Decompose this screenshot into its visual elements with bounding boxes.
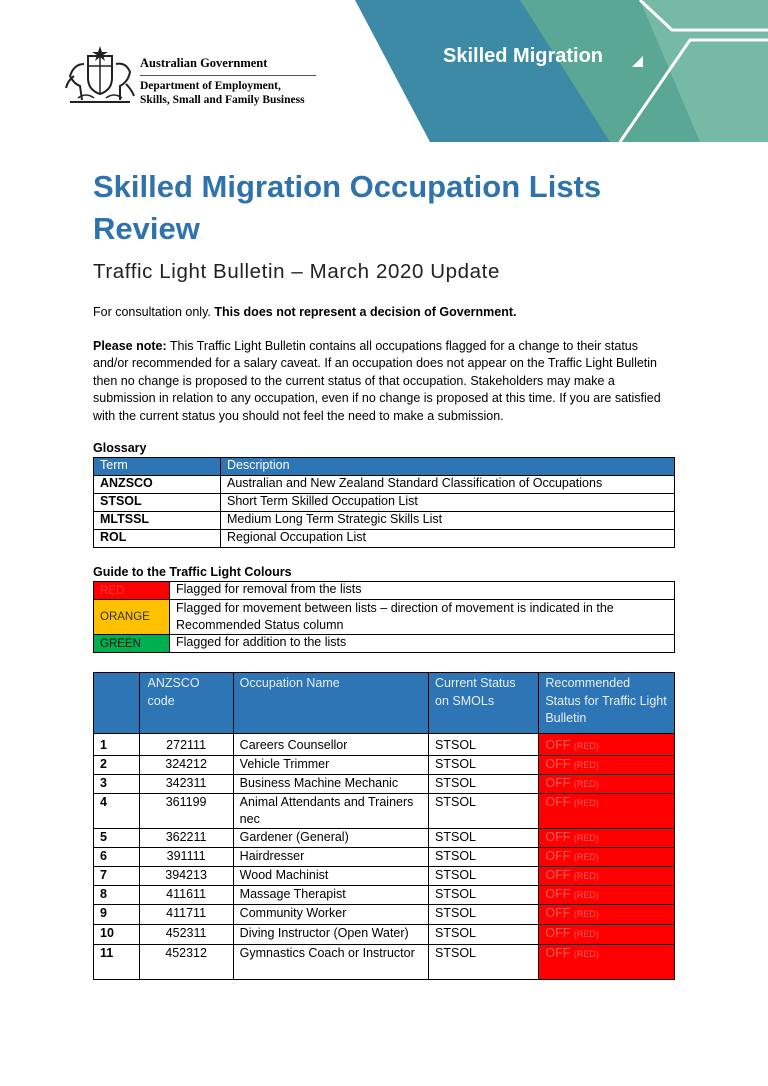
- current-status: STSOL: [429, 925, 539, 945]
- recommended-status: OFF (RED): [539, 756, 675, 775]
- occupations-body: [94, 734, 675, 980]
- occupation-name: Community Worker: [233, 905, 428, 925]
- row-number: 2: [94, 756, 140, 775]
- current-status: STSOL: [429, 775, 539, 794]
- row-number: 3: [94, 775, 140, 794]
- anzsco-code: 394213: [139, 867, 233, 886]
- table-row: [94, 925, 675, 945]
- recommended-status: OFF (RED): [539, 794, 675, 829]
- recommended-status: OFF (RED): [539, 775, 675, 794]
- table-row: [94, 848, 675, 867]
- recommended-status: OFF (RED): [539, 848, 675, 867]
- row-number: 5: [94, 829, 140, 848]
- anzsco-code: 361199: [139, 794, 233, 829]
- current-status: STSOL: [429, 886, 539, 905]
- current-status: STSOL: [429, 756, 539, 775]
- note-paragraph: Please note: This Traffic Light Bulletin contains all occupations flagged for a change to their status and/or recommended for a salary caveat. If an occupation does not appear on the Traffic Light Bulletin then no change is proposed to the current status of that occupation. Stakeholders may make a submission in relation to any occupation, even if no change is proposed at this time. If you are satisfied with the current status you should not feel the need to make a submission.: [93, 339, 661, 423]
- department-name: Department of Employment, Skills, Small and Family Business: [140, 80, 305, 106]
- table-row: [94, 886, 675, 905]
- colour-guide-heading: Guide to the Traffic Light Colours: [93, 565, 292, 579]
- row-number: 1: [94, 734, 140, 756]
- occupation-name: Hairdresser: [233, 848, 428, 867]
- recommended-status: OFF (RED): [539, 905, 675, 925]
- current-status: STSOL: [429, 848, 539, 867]
- column-header: ANZSCO code: [139, 673, 233, 734]
- table-row: [94, 756, 675, 775]
- current-status: STSOL: [429, 734, 539, 756]
- column-header: [94, 673, 140, 734]
- table-row: ANZSCO Australian and New Zealand Standard Classification of Occupations: [94, 476, 675, 494]
- divider: [140, 75, 316, 76]
- org-name: Australian Government: [140, 56, 268, 70]
- column-header: Recommended Status for Traffic Light Bulletin: [539, 673, 675, 734]
- table-row: GREEN Flagged for addition to the lists: [94, 635, 675, 653]
- red-swatch: RED: [94, 582, 170, 600]
- government-logo: [64, 44, 324, 114]
- anzsco-code: 272111: [139, 734, 233, 756]
- occupation-name: Business Machine Mechanic: [233, 775, 428, 794]
- table-row: [94, 734, 675, 756]
- table-row: [94, 905, 675, 925]
- green-swatch: GREEN: [94, 635, 170, 653]
- table-row: ORANGE Flagged for movement between lists – direction of movement is indicated in the Recommended Status column: [94, 600, 675, 635]
- consultation-notice: For consultation only. This does not represent a decision of Government.: [93, 305, 517, 319]
- column-header: Term: [94, 458, 221, 476]
- row-number: 7: [94, 867, 140, 886]
- orange-swatch: ORANGE: [94, 600, 170, 635]
- table-row: STSOL Short Term Skilled Occupation List: [94, 494, 675, 512]
- page-title: Skilled Migration Occupation Lists Review: [93, 169, 602, 246]
- recommended-status: OFF (RED): [539, 945, 675, 980]
- table-row: [94, 775, 675, 794]
- row-number: 4: [94, 794, 140, 829]
- anzsco-code: 452312: [139, 945, 233, 980]
- arrow-icon: [630, 54, 644, 68]
- colour-guide-table: [93, 581, 675, 653]
- occupation-name: Vehicle Trimmer: [233, 756, 428, 775]
- table-row: ROL Regional Occupation List: [94, 530, 675, 548]
- recommended-status: OFF (RED): [539, 867, 675, 886]
- recommended-status: OFF (RED): [539, 886, 675, 905]
- anzsco-code: 391111: [139, 848, 233, 867]
- occupation-name: Massage Therapist: [233, 886, 428, 905]
- table-row: [94, 829, 675, 848]
- occupation-name: Careers Counsellor: [233, 734, 428, 756]
- recommended-status: OFF (RED): [539, 925, 675, 945]
- table-row: MLTSSL Medium Long Term Strategic Skills List: [94, 512, 675, 530]
- banner-title: Skilled Migration: [443, 45, 604, 67]
- table-row: [94, 945, 675, 980]
- row-number: 11: [94, 945, 140, 980]
- current-status: STSOL: [429, 905, 539, 925]
- anzsco-code: 342311: [139, 775, 233, 794]
- column-header: Occupation Name: [233, 673, 428, 734]
- glossary-heading: Glossary: [93, 441, 147, 455]
- row-number: 9: [94, 905, 140, 925]
- anzsco-code: 411711: [139, 905, 233, 925]
- table-row: [94, 794, 675, 829]
- anzsco-code: 411611: [139, 886, 233, 905]
- occupation-name: Wood Machinist: [233, 867, 428, 886]
- current-status: STSOL: [429, 867, 539, 886]
- row-number: 10: [94, 925, 140, 945]
- page-subtitle: Traffic Light Bulletin – March 2020 Update: [93, 260, 500, 283]
- recommended-status: OFF (RED): [539, 829, 675, 848]
- current-status: STSOL: [429, 945, 539, 980]
- anzsco-code: 324212: [139, 756, 233, 775]
- glossary-table: [93, 457, 675, 548]
- column-header: Current Status on SMOLs: [429, 673, 539, 734]
- anzsco-code: 362211: [139, 829, 233, 848]
- occupation-name: Diving Instructor (Open Water): [233, 925, 428, 945]
- occupations-table: [93, 672, 675, 980]
- row-number: 8: [94, 886, 140, 905]
- current-status: STSOL: [429, 794, 539, 829]
- table-row: [94, 867, 675, 886]
- current-status: STSOL: [429, 829, 539, 848]
- coat-of-arms-icon: [64, 44, 136, 108]
- occupation-name: Gardener (General): [233, 829, 428, 848]
- recommended-status: OFF (RED): [539, 734, 675, 756]
- row-number: 6: [94, 848, 140, 867]
- anzsco-code: 452311: [139, 925, 233, 945]
- occupation-name: Animal Attendants and Trainers nec: [233, 794, 428, 829]
- column-header: Description: [221, 458, 675, 476]
- occupation-name: Gymnastics Coach or Instructor: [233, 945, 428, 980]
- table-row: RED Flagged for removal from the lists: [94, 582, 675, 600]
